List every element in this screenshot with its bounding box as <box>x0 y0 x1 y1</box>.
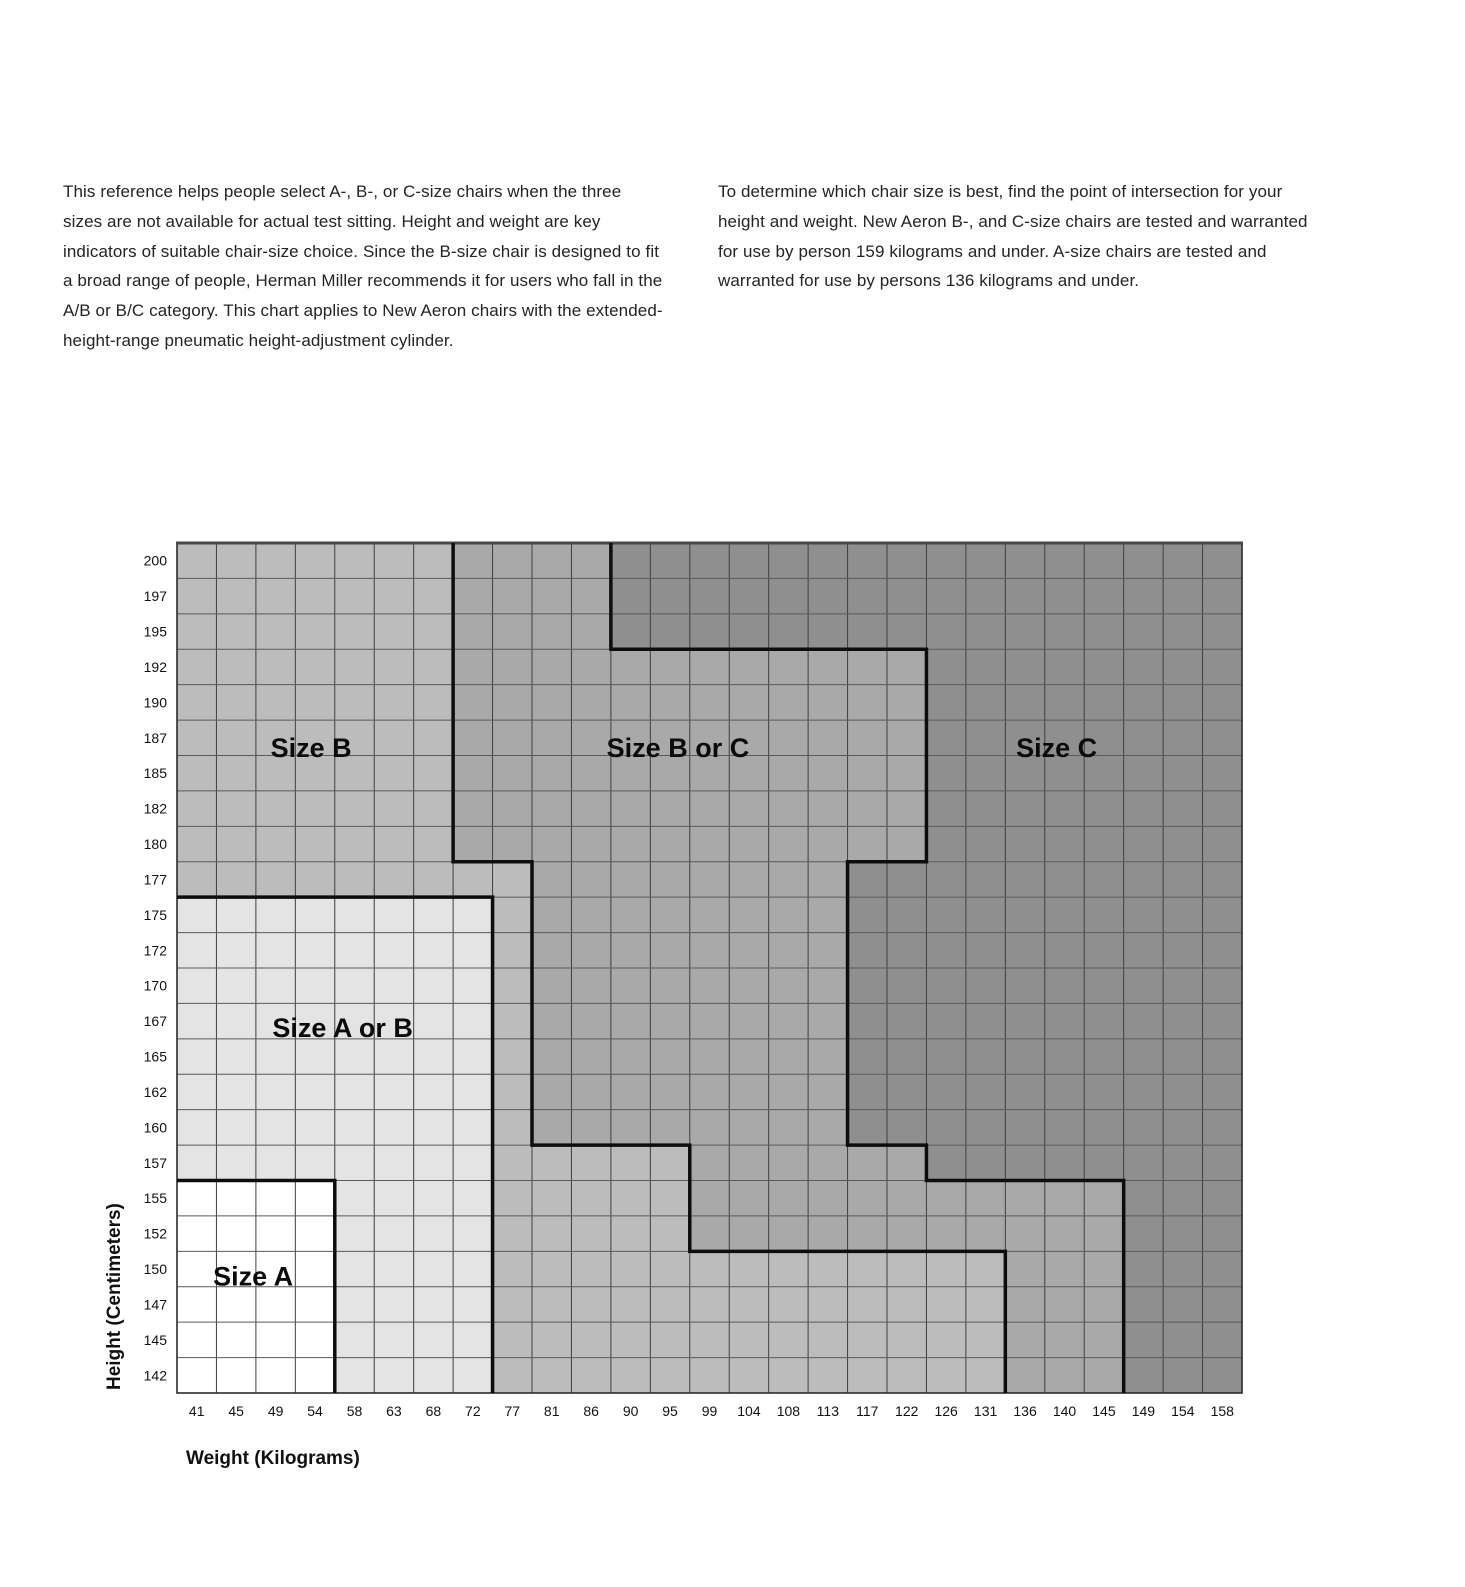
x-tick: 54 <box>307 1403 323 1419</box>
y-tick: 142 <box>143 1367 167 1384</box>
y-tick: 175 <box>143 906 167 923</box>
y-tick: 170 <box>143 977 167 994</box>
y-tick: 185 <box>143 765 167 782</box>
x-tick: 149 <box>1131 1403 1156 1419</box>
y-tick: 155 <box>143 1190 167 1207</box>
x-tick: 108 <box>776 1403 801 1419</box>
y-tick: 187 <box>143 729 167 746</box>
x-tick: 49 <box>267 1403 284 1419</box>
intro-paragraph-left: This reference helps people select A-, B-, or C-size chairs when the three sizes are not available for actual test sitting. Height and weight are key indicators of suitable chair-size choice. Since the B-size chair is designed to fit a broad range of people, Herman Miller recommends it for users who fall in the A/B or B/C category. This chart applies to New Aeron chairs with the extended-height-range pneumatic height-adjustment cylinder. <box>63 182 663 350</box>
chair-size-chart <box>57 523 1307 1533</box>
x-tick: 158 <box>1210 1403 1234 1419</box>
x-tick: 95 <box>662 1403 678 1419</box>
x-tick: 72 <box>465 1403 481 1419</box>
x-tick: 154 <box>1171 1403 1195 1419</box>
y-tick: 162 <box>143 1083 167 1100</box>
x-tick: 136 <box>1013 1403 1037 1419</box>
y-tick: 165 <box>143 1048 167 1065</box>
y-tick: 167 <box>143 1013 167 1030</box>
y-tick: 200 <box>143 552 167 569</box>
size-chart-svg <box>57 523 1307 1533</box>
x-tick: 63 <box>386 1403 402 1419</box>
y-tick: 197 <box>143 588 167 605</box>
y-tick: 192 <box>143 658 167 675</box>
y-tick: 157 <box>143 1154 167 1171</box>
region-label-size-b: Size B <box>270 732 352 763</box>
y-axis-title: Height (Centimeters) <box>104 1203 125 1390</box>
region-label-size-b-or-c: Size B or C <box>606 732 750 763</box>
x-tick: 81 <box>543 1403 560 1419</box>
x-tick: 86 <box>583 1403 599 1419</box>
y-tick: 190 <box>143 694 167 711</box>
x-tick: 45 <box>228 1403 244 1419</box>
x-tick: 113 <box>816 1403 839 1419</box>
y-tick: 145 <box>143 1331 167 1348</box>
y-tick: 180 <box>143 836 167 853</box>
x-tick: 126 <box>934 1403 958 1419</box>
x-axis-title: Weight (Kilograms) <box>186 1448 360 1469</box>
x-tick: 90 <box>622 1403 639 1419</box>
region-label-size-c: Size C <box>1016 732 1098 763</box>
region-label-size-a-or-b: Size A or B <box>272 1013 413 1043</box>
x-tick: 77 <box>504 1403 521 1419</box>
x-tick: 117 <box>856 1403 879 1419</box>
y-tick: 195 <box>143 623 167 640</box>
x-tick: 58 <box>346 1403 363 1419</box>
x-tick: 140 <box>1052 1403 1077 1419</box>
x-tick: 41 <box>188 1403 205 1419</box>
x-tick: 145 <box>1092 1403 1116 1419</box>
y-tick: 177 <box>143 871 167 888</box>
region-label-size-a: Size A <box>213 1261 294 1292</box>
intro-paragraph-right: To determine which chair size is best, find the point of intersection for your height and weight. New Aeron B-, and C-size chairs are tested and warranted for use by person 159 kilograms and under. A-size chairs are tested and warranted for use by persons 136 kilograms and under. <box>718 182 1308 291</box>
y-tick: 147 <box>143 1296 167 1313</box>
y-tick: 150 <box>143 1261 167 1278</box>
y-tick: 182 <box>143 800 167 817</box>
x-tick: 104 <box>737 1403 761 1419</box>
y-tick: 152 <box>143 1225 167 1242</box>
x-tick: 99 <box>701 1403 718 1419</box>
x-tick: 122 <box>895 1403 919 1419</box>
x-tick: 131 <box>973 1403 998 1419</box>
x-tick: 68 <box>425 1403 442 1419</box>
y-tick: 172 <box>143 942 167 959</box>
y-tick: 160 <box>143 1119 167 1136</box>
